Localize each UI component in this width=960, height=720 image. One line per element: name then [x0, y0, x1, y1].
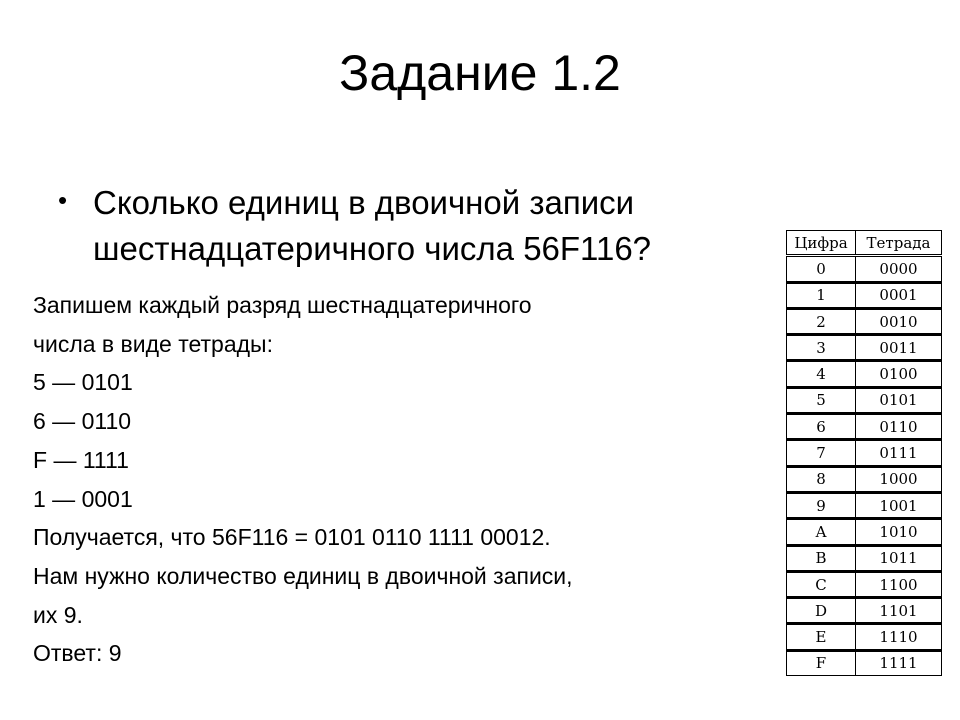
tetrad-cell: 1000 — [856, 466, 942, 492]
digit-cell: 1 — [787, 282, 856, 308]
tetrad-cell: 1101 — [856, 598, 942, 624]
solution-line: Получается, что 56F116 = 0101 0110 1111 00012. — [33, 524, 551, 551]
header-digit: Цифра — [787, 231, 856, 256]
tetrad-cell: 1100 — [856, 571, 942, 597]
digit-cell: 7 — [787, 440, 856, 466]
solution-line: их 9. — [33, 601, 83, 628]
digit-cell: 2 — [787, 308, 856, 334]
table-row — [787, 387, 942, 413]
table-row — [787, 492, 942, 518]
tetrad-cell: 1111 — [856, 650, 942, 675]
table-row — [787, 650, 942, 675]
table-row — [787, 466, 942, 492]
tetrad-cell: 1110 — [856, 624, 942, 650]
table-row — [787, 571, 942, 597]
digit-cell: 9 — [787, 492, 856, 518]
digit-cell: D — [787, 598, 856, 624]
table-row — [787, 256, 942, 282]
digit-cell: 0 — [787, 256, 856, 282]
tetrad-cell: 0001 — [856, 282, 942, 308]
solution-line: числа в виде тетрады: — [33, 330, 273, 357]
tetrad-cell: 0100 — [856, 361, 942, 387]
slide-title: Задание 1.2 — [339, 45, 621, 101]
table-row — [787, 335, 942, 361]
digit-cell: 4 — [787, 361, 856, 387]
table-row — [787, 598, 942, 624]
solution-line: 6 — 0110 — [33, 408, 132, 435]
tetrad-cell: 0110 — [856, 414, 942, 440]
solution-line: 5 — 0101 — [33, 369, 133, 396]
tetrad-cell: 0010 — [856, 308, 942, 334]
table-row — [787, 440, 942, 466]
digit-cell: 5 — [787, 387, 856, 413]
tetrad-cell: 0101 — [856, 387, 942, 413]
table-row — [787, 519, 942, 545]
digit-cell: B — [787, 545, 856, 571]
digit-cell: 6 — [787, 414, 856, 440]
table-header-row — [787, 231, 942, 256]
digit-cell: C — [787, 571, 856, 597]
digit-cell: F — [787, 650, 856, 675]
header-tetrad: Тетрада — [856, 231, 942, 256]
tetrad-cell: 1011 — [856, 545, 942, 571]
solution-line: 1 — 0001 — [33, 485, 133, 512]
solution-line: Запишем каждый разряд шестнадцатеричного — [33, 292, 532, 318]
table-row — [787, 282, 942, 308]
question-text: Сколько единиц в двоичной записи шестнадцатеричного числа 56F116? — [93, 184, 652, 267]
table-row — [787, 308, 942, 334]
digit-cell: 3 — [787, 335, 856, 361]
digit-cell: A — [787, 519, 856, 545]
table-row — [787, 624, 942, 650]
solution-line: F — 1111 — [33, 446, 129, 473]
table-row — [787, 361, 942, 387]
tetrad-cell: 0011 — [856, 335, 942, 361]
solution-line: Нам нужно количество единиц в двоичной записи, — [33, 562, 573, 589]
bullet-marker: • — [58, 185, 68, 215]
tetrad-table — [786, 230, 942, 676]
tetrad-cell: 0000 — [856, 256, 942, 282]
digit-cell: E — [787, 624, 856, 650]
solution-text — [33, 286, 753, 673]
table-row — [787, 545, 942, 571]
table-row — [787, 414, 942, 440]
digit-cell: 8 — [787, 466, 856, 492]
tetrad-cell: 0111 — [856, 440, 942, 466]
tetrad-cell: 1001 — [856, 492, 942, 518]
answer-line: Ответ: 9 — [33, 640, 122, 667]
tetrad-cell: 1010 — [856, 519, 942, 545]
